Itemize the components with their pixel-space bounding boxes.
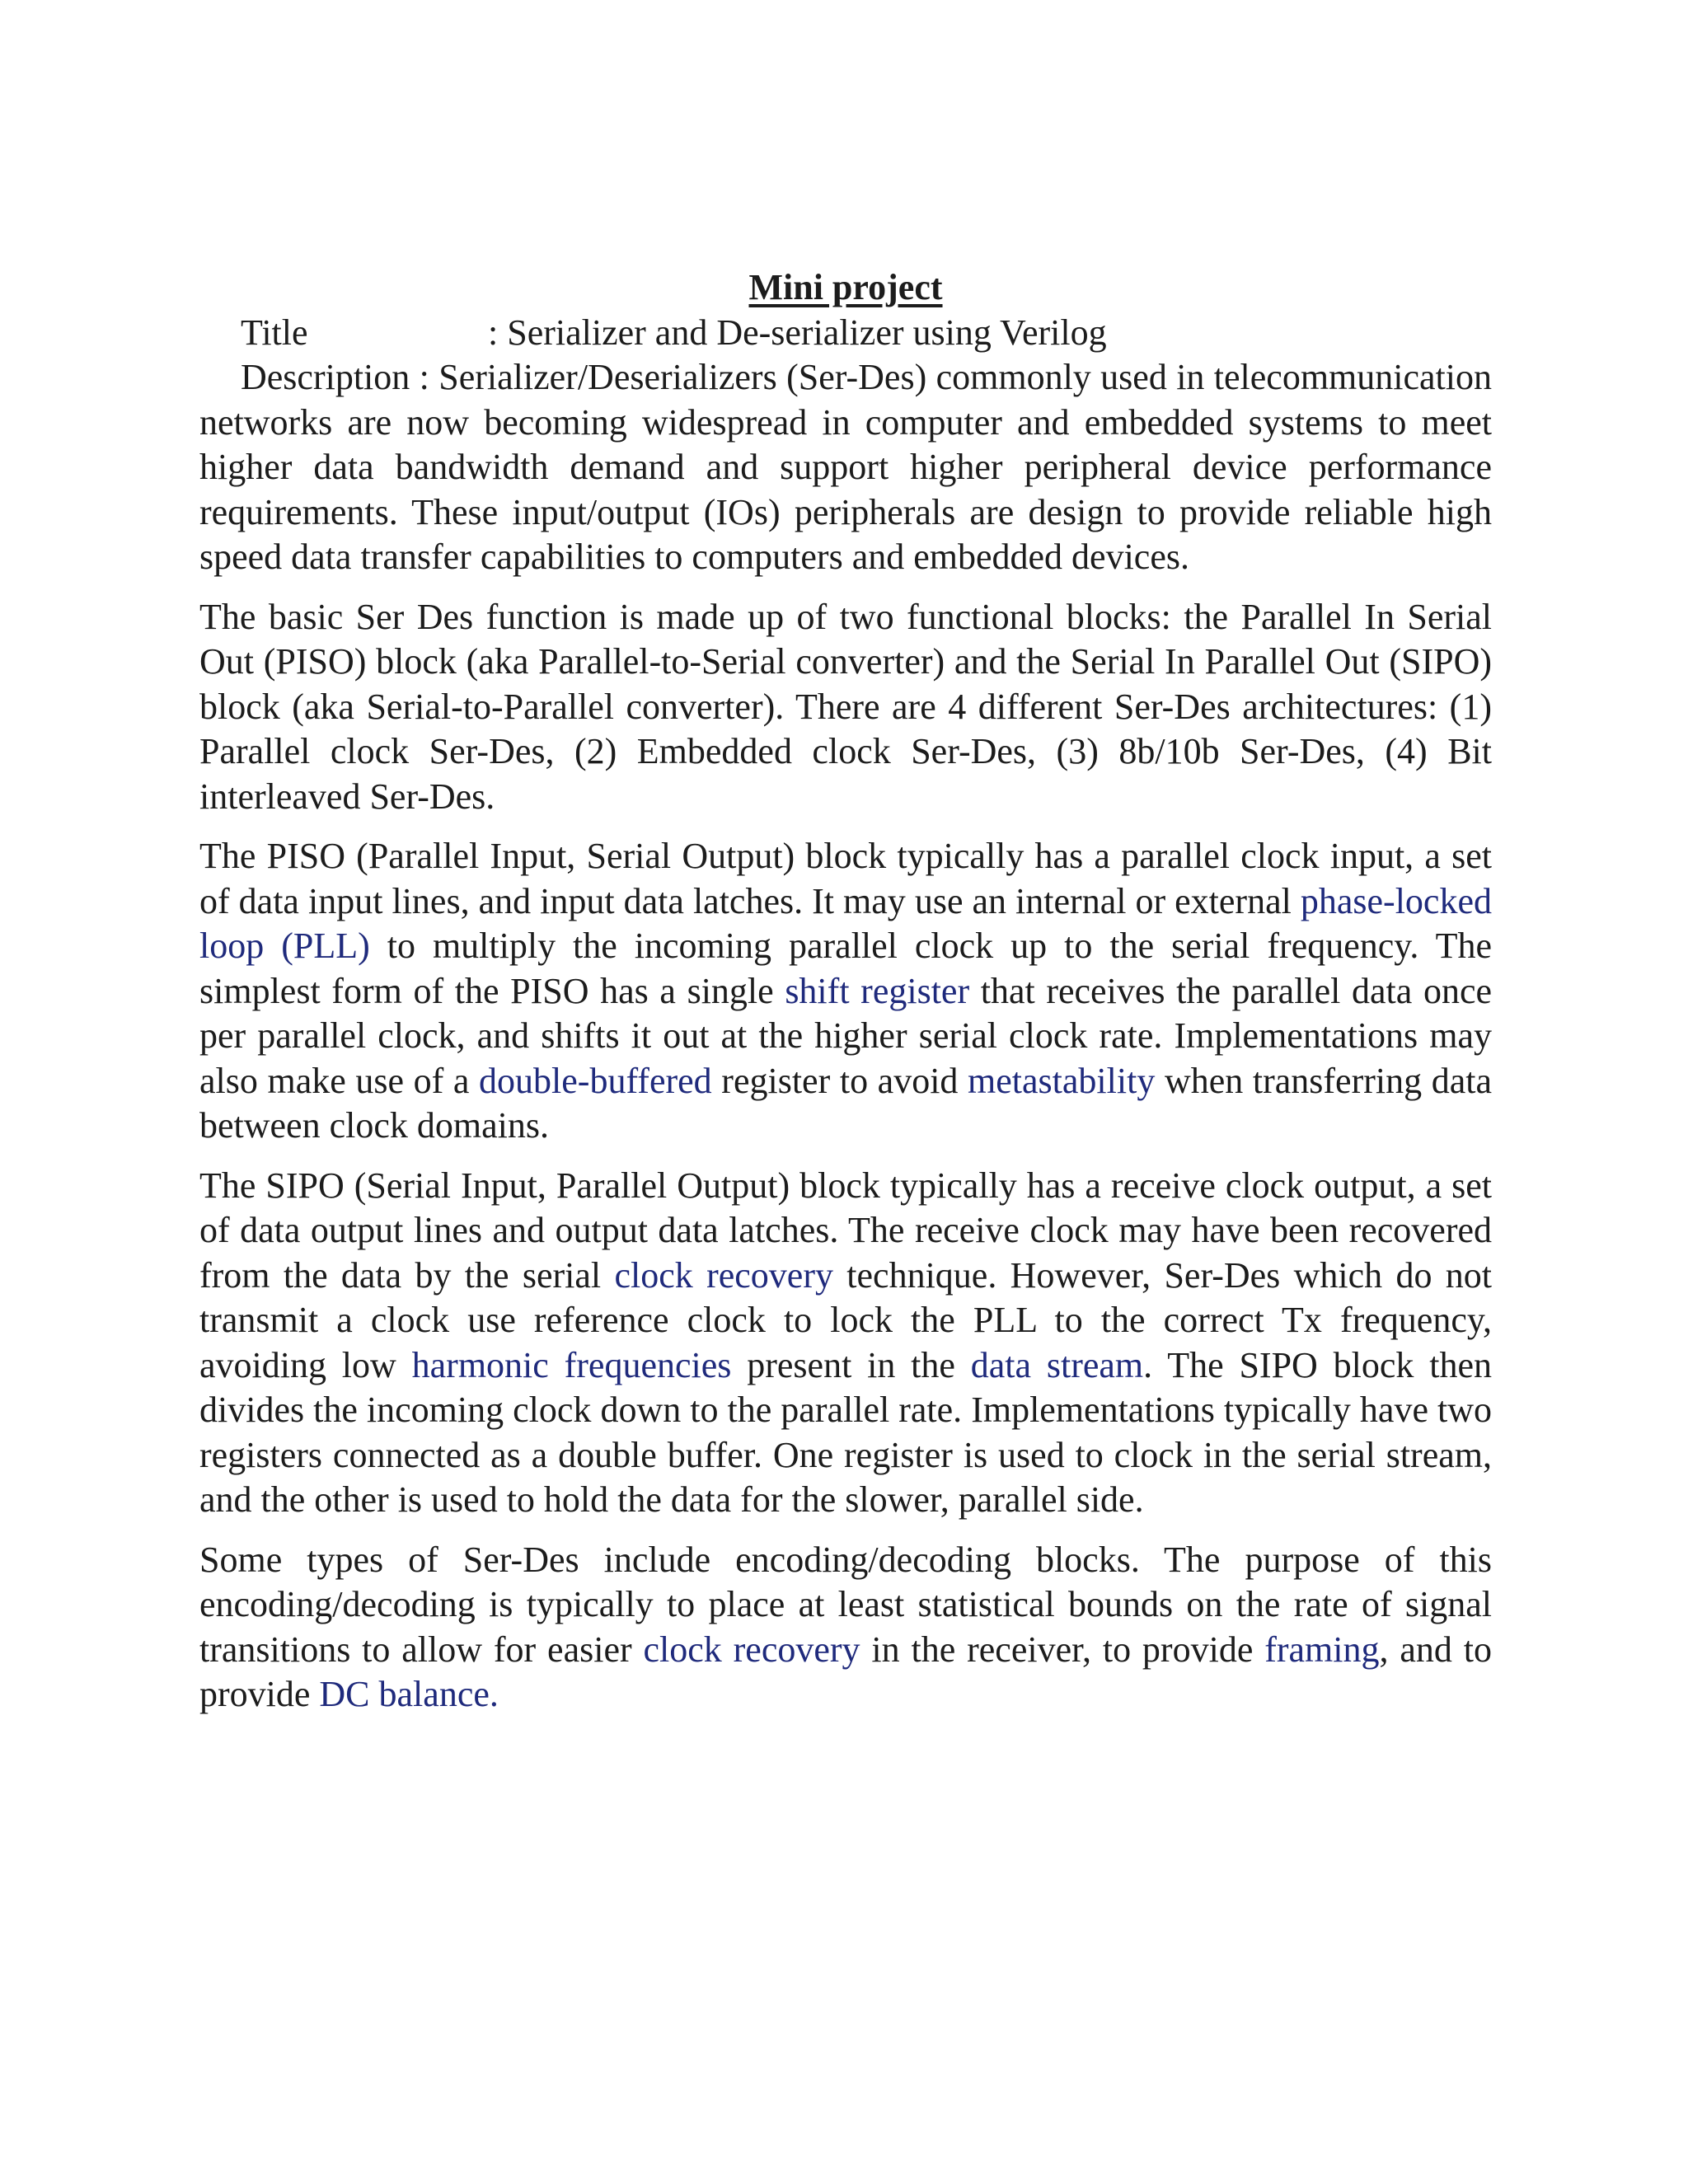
- title-label: Title: [241, 312, 308, 353]
- shift-register-link[interactable]: shift register: [785, 970, 970, 1011]
- double-buffered-link[interactable]: double-buffered: [479, 1060, 712, 1101]
- piso-paragraph: [199, 834, 1492, 1149]
- data-stream-link[interactable]: data stream: [970, 1344, 1144, 1385]
- clock-recovery-link[interactable]: clock recovery: [614, 1254, 833, 1296]
- framing-link[interactable]: framing: [1264, 1629, 1380, 1670]
- piso-text-2: to multiply the incoming parallel clock up to the serial frequency. The simplest form of the PISO has a single: [199, 926, 1492, 1011]
- dc-balance-link[interactable]: DC balance.: [319, 1674, 499, 1714]
- title-row: [199, 311, 1492, 356]
- sipo-text-4: . The SIPO block then divides the incoming clock down to the parallel rate. Implementations typically have two registers connected as a double buffer. One register is used to clock in the serial stream, and the other is used to hold the data for the slower, parallel side.: [199, 1344, 1492, 1520]
- document-page: [199, 265, 1492, 1718]
- description-text: Serializer/Deserializers (Ser-Des) commonly used in telecommunication networks are now becoming widespread in computer and embedded systems to meet higher data bandwidth demand and support higher peripheral device performance requirements. These input/output (IOs) peripherals are design to provide reliable high speed data transfer capabilities to computers and embedded devices.: [199, 357, 1492, 577]
- piso-text-1: The PISO (Parallel Input, Serial Output) block typically has a parallel clock input, a set of data input lines, and input data latches. It may use an internal or external: [199, 836, 1492, 921]
- encoding-paragraph: [199, 1538, 1492, 1718]
- pll-link[interactable]: phase-locked loop (PLL): [199, 880, 1492, 966]
- sipo-text-1: The SIPO (Serial Input, Parallel Output) block typically has a receive clock output, a set of data output lines and output data latches. The receive clock may have been recovered from the data by the serial: [199, 1165, 1492, 1296]
- piso-text-3: that receives the parallel data once per parallel clock, and shifts it out at the higher serial clock rate. Implementations may also make use of a: [199, 970, 1492, 1101]
- piso-text-4: register to avoid: [711, 1060, 968, 1101]
- piso-text-5: when transferring data between clock domains.: [199, 1060, 1492, 1146]
- encoding-text-3: , and to provide: [199, 1629, 1492, 1714]
- serdes-basics-paragraph: The basic Ser Des function is made up of two functional blocks: the Parallel In Serial Out (PISO) block (aka Parallel-to-Serial converter) and the Serial In Parallel Out (SIPO) block (aka Serial-to-Parallel converter). There are 4 different Ser-Des architectures: (1) Parallel clock Ser-Des, (2) Embedded clock Ser-Des, (3) 8b/10b Ser-Des, (4) Bit interleaved Ser-Des.: [199, 596, 1492, 817]
- sipo-text-3: present in the: [731, 1344, 971, 1385]
- harmonic-frequencies-link[interactable]: harmonic frequencies: [411, 1344, 732, 1385]
- description-label: Description :: [241, 357, 429, 397]
- title-value: : Serializer and De-serializer using Verilog: [488, 312, 1107, 353]
- metastability-link[interactable]: metastability: [968, 1060, 1156, 1101]
- sipo-paragraph: [199, 1164, 1492, 1523]
- encoding-text-2: in the receiver, to provide: [860, 1629, 1265, 1670]
- encoding-text-1: Some types of Ser-Des include encoding/decoding blocks. The purpose of this encoding/decoding is typically to place at least statistical bounds on the rate of signal transitions to allow for easier: [199, 1539, 1492, 1670]
- sipo-text-2: technique. However, Ser-Des which do not transmit a clock use reference clock to lock the PLL to the correct Tx frequency, avoiding low: [199, 1254, 1492, 1385]
- clock-recovery-link-2[interactable]: clock recovery: [643, 1629, 860, 1670]
- document-heading: Mini project: [748, 267, 943, 307]
- description-paragraph: [199, 355, 1492, 580]
